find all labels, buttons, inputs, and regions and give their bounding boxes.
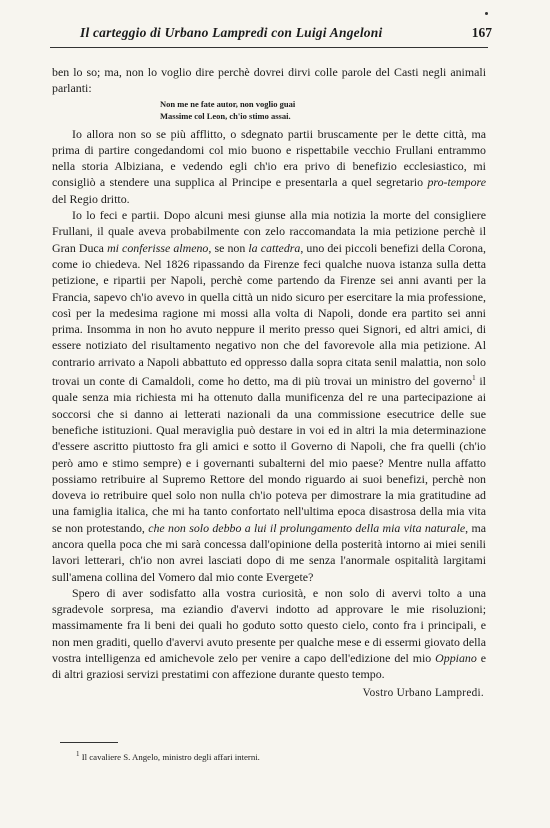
paragraph-3-text-a: Io lo feci e partii. Dopo alcuni mesi giunse alla mia notizia la morte del consigliere Frullani, il quale aveva probabilmente con zelo raccomandata la mia petizione perchè il Gran Duca: [52, 208, 486, 255]
verse-quote: [160, 98, 486, 122]
paragraph-4-italic: Oppiano: [435, 651, 477, 666]
paragraph-3-text-c: , uno dei piccoli benefizi della Corona, come io chiedeva. Nel 1826 ripassando da Firenze feci qualche nuova istanza sulla detta petizione, e ripartii per Napoli, perchè come partendo da Firenze sei anni avanti per la Francia, sapevo ch'io avevo in quella città un nido sicuro per esercitare la mia professione, così per la medesima ragione mi mossi alla volta di Napoli, donde era partito sei anni prima. Insomma in non ho avuto neppure il merito presso quei Signori, ed altri amici, di essere notiziato del risultamento negativo non che del favorevole alla mia petizione. Al contrario arrivato a Napoli abbattuto ed oppresso dalla sopra citata senil malattia, non solo trovai un conte di Camaldoli, come ho detto, ma di più trovai un ministro del governo: [52, 240, 486, 389]
paragraph-2-text: Io allora non so se più afflitto, o sdegnato partii bruscamente per le dette città, ma prima di partire congedandomi col mio buono e rispettabile vecchio Frullani entrammo nella storia Albiziana, e vedendo egli ch'io era privo di benefizio ecclesiastico, mi consigliò a stendere una supplica al Principe e presentarla a quel segretario: [52, 126, 486, 190]
running-title: Il carteggio di Urbano Lampredi con Luigi Angeloni: [80, 25, 383, 40]
footnote-rule: [60, 742, 118, 743]
paragraph-4-text-b: e di altri graziosi servizi prestatimi con affezione durante questo tempo.: [52, 651, 486, 682]
paragraph-4: [52, 585, 486, 683]
paragraph-2-end: del Regio dritto.: [52, 191, 130, 206]
paragraph-3: [52, 207, 486, 585]
main-text: [52, 64, 486, 701]
paragraph-3-italic-3: che non solo debbo a lui il prolungamento della mia vita naturale: [148, 520, 466, 535]
footnote: [76, 750, 260, 762]
paragraph-3-text-e: , ma ancora quella poca che mi sarà concessa dall'opinione della posterità intorno ai miei senili lavori letterari, ch'io non avrei lasciati dopo di me senza l'anormale ospitalità largitami sull'amena collina del Vomero dal mio conte Evergete?: [52, 520, 486, 584]
quote-line-2: Massime col Leon, ch'io stimo assai.: [160, 110, 291, 121]
paragraph-3-text-b: , se non: [208, 240, 249, 255]
footnote-ref: 1: [472, 374, 476, 383]
running-header: [50, 25, 492, 48]
paragraph-1: ben lo so; ma, non lo voglio dire perchè dovrei dirvi colle parole del Casti negli animali parlanti:: [52, 65, 486, 96]
page-number: 167: [471, 25, 492, 40]
footnote-marker: 1: [76, 750, 80, 758]
paragraph-3-italic-1: mi conferisse almeno: [107, 240, 209, 255]
signature: Vostro Urbano Lampredi.: [362, 686, 484, 699]
footnote-text: Il cavaliere S. Angelo, ministro degli affari interni.: [81, 751, 260, 762]
paragraph-3-italic-2: la cattedra: [248, 240, 301, 255]
paragraph-2-italic: pro-tempore: [427, 175, 486, 190]
page-mark: [485, 12, 488, 15]
paragraph-3-text-d: il quale senza mia richiesta mi ha ottenuto dalla munificenza del re una partecipazione ai soccorsi che si danno ai letterati nazionali da una commissione esecutrice delle sue benefiche istituzioni. Qual meraviglia può destare in voi ed in altri la mia determinazione d'essere ascritto piuttosto fra gli amici e sotto il Governo di Napoli, che fra quelli (ch'io però amo e stimo sempre) e i governanti subalterni del mio paese? Mentre nulla affatto possiamo retribuire al Supremo Rettore del mondo riguardo ai suoi benefizi, perchè non doveva io retribuire quel solo non nulla ch'io poteva per dimostrare la mia gratitudine ad una famiglia italica, che mi ha tanto confortato nell'ultima epoca disastrosa della mia vita se non protestando,: [52, 374, 486, 535]
paragraph-2: [52, 126, 486, 207]
quote-line-1: Non me ne fate autor, non voglio guai: [160, 98, 296, 109]
paragraph-4-text-a: Spero di aver sodisfatto alla vostra curiosità, e non solo di avervi tolto a una sgradevole sorpresa, ma eziandio d'avervi indotto ad approvare le mie risoluzioni; massimamente fra li beni dei quali ho goduto sotto questo cielo, conto fra i principali, e non men graditi, quello d'avervi avuto presente per qualche mese e di essermi giovato della vostra intelligenza ed amichevole zelo per venire a capo dell'edizione del mio: [52, 585, 486, 666]
